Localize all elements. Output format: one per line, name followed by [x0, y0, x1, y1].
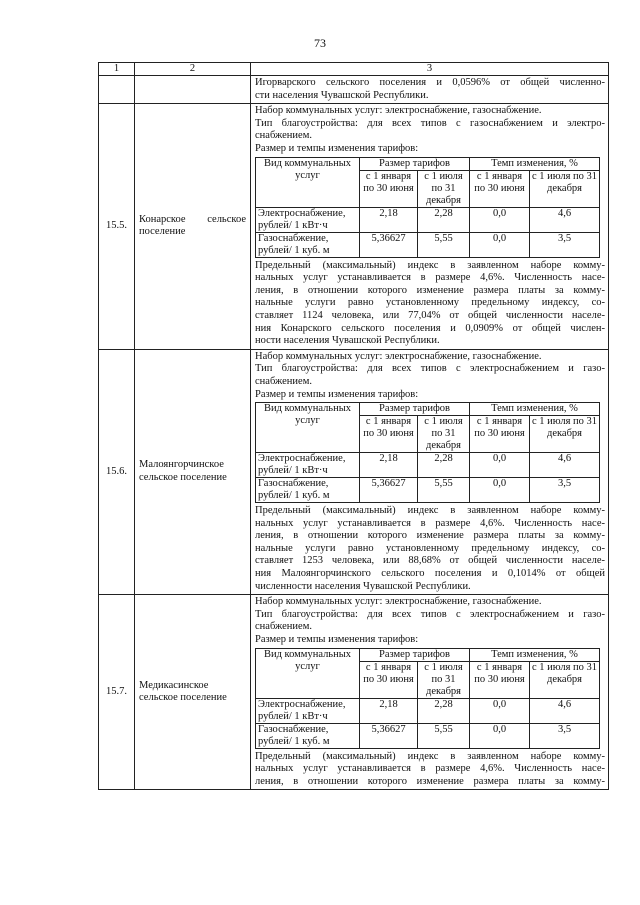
index-paragraph: [255, 260, 605, 348]
change-value: 3,5: [530, 723, 600, 748]
settlement-name-text: Медикасинское сельское поселение: [139, 679, 227, 704]
index-line: ставляет 1253 человека, или 88,68% от общей численности населе-: [255, 555, 605, 567]
column-number: 3: [251, 63, 609, 76]
settlement-name: [135, 595, 251, 790]
tariff-size-header: Размер тарифов: [360, 403, 470, 416]
settlement-details: [251, 349, 609, 595]
index-line: Предельный (максимальный) индекс в заявленном наборе комму-: [255, 750, 605, 762]
electricity-label: Электроснабжение, рублей/ 1 кВт·ч: [256, 453, 360, 478]
period-jul-dec: с 1 июля по 31 декабря: [530, 416, 600, 453]
change-value: 4,6: [530, 207, 600, 232]
index-line: ния Малоянгорчинского сельского поселения и 0,1014% от общей: [255, 568, 605, 580]
gas-label: Газоснабжение, рублей/ 1 куб. м: [256, 232, 360, 257]
period-jan-jun: с 1 января по 30 июня: [360, 661, 418, 698]
change-value: 0,0: [470, 698, 530, 723]
electricity-label: Электроснабжение, рублей/ 1 кВт·ч: [256, 698, 360, 723]
column-number-row: [99, 63, 609, 76]
change-value: 0,0: [470, 723, 530, 748]
settlement-name-text: Малоянгорчинское сельское поселение: [139, 459, 227, 483]
tariff-value: 5,55: [418, 232, 470, 257]
change-rate-header: Темп изменения, %: [470, 403, 600, 416]
period-jan-jun: с 1 января по 30 июня: [470, 661, 530, 698]
gas-row: [256, 723, 600, 748]
settlement-row: [99, 349, 609, 595]
change-rate-header: Темп изменения, %: [470, 648, 600, 661]
index-line: нальных услуг устанавливается в размере 4,6%. Численность насе-: [255, 272, 605, 284]
tariff-value: 5,36627: [360, 723, 418, 748]
amenity-type-cont: снабжением.: [255, 130, 312, 142]
settlement-name: [135, 349, 251, 595]
service-set: Набор коммунальных услуг: электроснабжение, газоснабжение.: [255, 350, 542, 362]
settlement-name-text: Конарское сельское поселение: [139, 213, 246, 238]
period-jul-dec: с 1 июля по 31 декабря: [418, 170, 470, 207]
tariff-table: [255, 157, 600, 258]
index-line: ности населения Чувашской Республики.: [255, 335, 440, 347]
settlement-details: [251, 104, 609, 350]
municipal-tariffs-table: [98, 62, 609, 790]
change-value: 0,0: [470, 478, 530, 503]
index-line: ления, в отношении которого изменение размера платы за комму-: [255, 775, 605, 787]
tariff-value: 2,28: [418, 207, 470, 232]
service-type-header: Вид коммунальных услуг: [256, 403, 360, 453]
period-jan-jun: с 1 января по 30 июня: [360, 170, 418, 207]
continuation-row: [99, 76, 609, 104]
change-value: 4,6: [530, 453, 600, 478]
change-value: 4,6: [530, 698, 600, 723]
period-jul-dec: с 1 июля по 31 декабря: [418, 416, 470, 453]
tariff-value: 2,28: [418, 453, 470, 478]
tariff-size-header: Размер тарифов: [360, 648, 470, 661]
change-value: 0,0: [470, 207, 530, 232]
column-number: 1: [99, 63, 135, 76]
amenity-type: Тип благоустройства: для всех типов с электроснабжением и газо-: [255, 608, 605, 620]
index-line: нальных услуг устанавливается в размере 4,6%. Численность насе-: [255, 763, 605, 775]
change-value: 3,5: [530, 232, 600, 257]
settlement-row: [99, 104, 609, 350]
settlement-name: [135, 104, 251, 350]
electricity-row: [256, 453, 600, 478]
period-jul-dec: с 1 июля по 31 декабря: [530, 170, 600, 207]
tariff-table: [255, 648, 600, 749]
electricity-label: Электроснабжение, рублей/ 1 кВт·ч: [256, 207, 360, 232]
period-jul-dec: с 1 июля по 31 декабря: [530, 661, 600, 698]
tariff-value: 5,36627: [360, 478, 418, 503]
gas-row: [256, 478, 600, 503]
rates-heading: Размер и темпы изменения тарифов:: [255, 142, 419, 154]
tariff-value: 2,18: [360, 698, 418, 723]
row-number: 15.7.: [99, 595, 135, 790]
tariff-value: 2,28: [418, 698, 470, 723]
row-number-cell: [99, 76, 135, 104]
service-set: Набор коммунальных услуг: электроснабжение, газоснабжение.: [255, 596, 542, 608]
tariff-value: 5,55: [418, 478, 470, 503]
text-line: сти населения Чувашской Республики.: [255, 89, 429, 101]
gas-label: Газоснабжение, рублей/ 1 куб. м: [256, 478, 360, 503]
gas-row: [256, 232, 600, 257]
period-jul-dec: с 1 июля по 31 декабря: [418, 661, 470, 698]
index-line: ления, в отношении которого изменение размера платы за комму-: [255, 284, 605, 296]
tariff-size-header: Размер тарифов: [360, 157, 470, 170]
index-line: нальные услуги равно установленному предельному индексу, со-: [255, 542, 605, 554]
index-line: численности населения Чувашской Республики.: [255, 580, 471, 592]
index-line: ставляет 1124 человека, или 77,04% от общей численности населе-: [255, 309, 605, 321]
index-paragraph: [255, 505, 605, 593]
column-number: 2: [135, 63, 251, 76]
index-line: ния Конарского сельского поселения и 0,0909% от общей числен-: [255, 322, 605, 334]
continuation-text-cell: [251, 76, 609, 104]
index-line: Предельный (максимальный) индекс в заявленном наборе комму-: [255, 259, 605, 271]
change-rate-header: Темп изменения, %: [470, 157, 600, 170]
index-line: нальные услуги равно установленному предельному индексу, со-: [255, 297, 605, 309]
gas-label: Газоснабжение, рублей/ 1 куб. м: [256, 723, 360, 748]
index-paragraph: [255, 751, 605, 789]
change-value: 3,5: [530, 478, 600, 503]
service-type-header: Вид коммунальных услуг: [256, 157, 360, 207]
period-jan-jun: с 1 января по 30 июня: [470, 170, 530, 207]
index-line: нальных услуг устанавливается в размере 4,6%. Численность насе-: [255, 517, 605, 529]
row-number: 15.5.: [99, 104, 135, 350]
row-number: 15.6.: [99, 349, 135, 595]
rates-heading: Размер и темпы изменения тарифов:: [255, 388, 419, 400]
amenity-type: Тип благоустройства: для всех типов с электроснабжением и газо-: [255, 363, 605, 375]
amenity-type-cont: снабжением.: [255, 375, 312, 387]
electricity-row: [256, 207, 600, 232]
tariff-value: 5,55: [418, 723, 470, 748]
tariff-value: 2,18: [360, 207, 418, 232]
electricity-row: [256, 698, 600, 723]
settlement-details: [251, 595, 609, 790]
index-line: ления, в отношении которого изменение размера платы за комму-: [255, 530, 605, 542]
rates-heading: Размер и темпы изменения тарифов:: [255, 634, 419, 646]
settlement-name-cell: [135, 76, 251, 104]
tariff-value: 5,36627: [360, 232, 418, 257]
change-value: 0,0: [470, 232, 530, 257]
amenity-type: Тип благоустройства: для всех типов с газоснабжением и электро-: [255, 117, 605, 129]
index-line: Предельный (максимальный) индекс в заявленном наборе комму-: [255, 505, 605, 517]
period-jan-jun: с 1 января по 30 июня: [470, 416, 530, 453]
amenity-type-cont: снабжением.: [255, 621, 312, 633]
change-value: 0,0: [470, 453, 530, 478]
tariff-table: [255, 402, 600, 503]
service-type-header: Вид коммунальных услуг: [256, 648, 360, 698]
settlement-row: [99, 595, 609, 790]
service-set: Набор коммунальных услуг: электроснабжение, газоснабжение.: [255, 105, 542, 117]
text-line: Игорварского сельского поселения и 0,0596% от общей численно-: [255, 77, 605, 88]
tariff-value: 2,18: [360, 453, 418, 478]
page-number: 73: [314, 36, 326, 50]
period-jan-jun: с 1 января по 30 июня: [360, 416, 418, 453]
